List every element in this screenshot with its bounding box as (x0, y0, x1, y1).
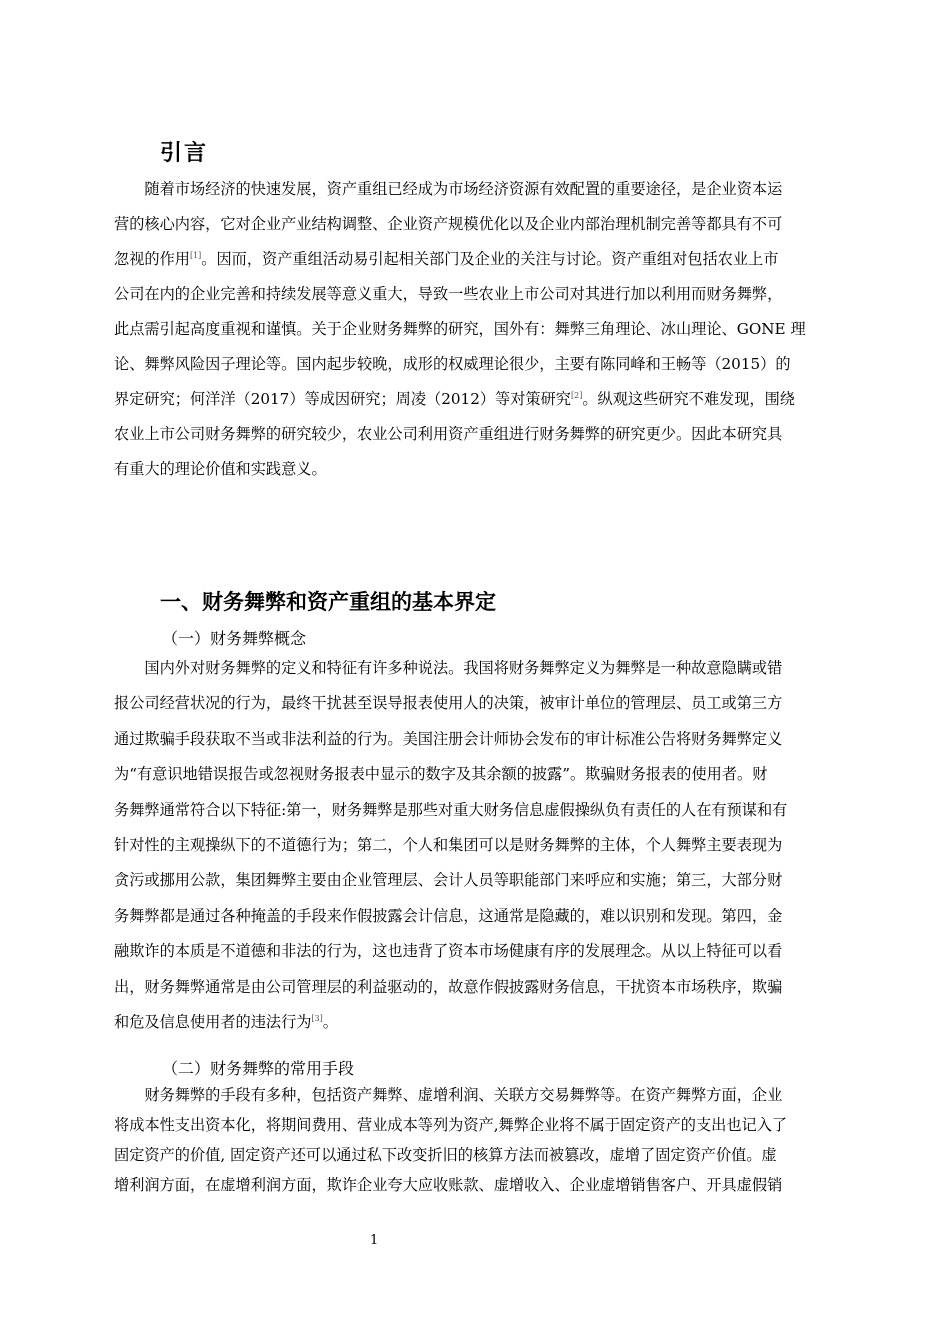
text-line: 固定资产的价值, 固定资产还可以通过私下改变折旧的核算方法而被篡改，虚增了固定资产价值。虚 (114, 1146, 777, 1164)
intro-heading: 引言 (160, 141, 209, 166)
subsection-2-heading: （二）财务舞弊的常用手段 (162, 1059, 355, 1078)
text-line: 和危及信息使用者的违法行为[3]。 (114, 1013, 338, 1032)
text-line: 报公司经营状况的行为，最终干扰甚至误导报表使用人的决策，被审计单位的管理层、员工或第三方 (114, 694, 783, 713)
text-line: 务舞弊都是通过各种掩盖的手段来作假披露会计信息，这通常是隐藏的，难以识别和发现。第四，金 (114, 906, 783, 925)
means-paragraph (114, 1080, 854, 1200)
citation-3: [3] (311, 1014, 323, 1024)
text-line: 界定研究；何洋洋（2017）等成因研究；周凌（2012）等对策研究[2]。纵观这些研究不难发现，围绕 (114, 390, 795, 408)
citation-1: [1] (189, 251, 202, 260)
text-line: 营的核心内容，它对企业产业结构调整、企业资产规模优化以及企业内部治理机制完善等都具有不可 (114, 215, 783, 233)
definition-paragraph (114, 651, 854, 1040)
text-line: 为“有意识地错误报告或忽视财务报表中显示的数字及其余额的披露”。欺骗财务报表的使用者。财 (114, 765, 768, 784)
text-line: 务舞弊通常符合以下特征:第一，财务舞弊是那些对重大财务信息虚假操纵负有责任的人在有预谋和有 (114, 800, 788, 819)
text-line: 公司在内的企业完善和持续发展等意义重大，导致一些农业上市公司对其进行加以利用而财务舞弊， (114, 285, 783, 303)
text-line: 有重大的理论价值和实践意义。 (114, 460, 327, 478)
text-line: 增利润方面，在虚增利润方面，欺诈企业夸大应收账款、虚增收入、企业虚增销售客户、开具虚假销 (114, 1176, 783, 1194)
text-line: 国内外对财务舞弊的定义和特征有许多种说法。我国将财务舞弊定义为舞弊是一种故意隐瞒或错 (144, 659, 783, 677)
text-line: 忽视的作用[1]。因而，资产重组活动易引起相关部门及企业的关注与讨论。资产重组对包括农业上市 (114, 250, 779, 268)
text-line: 论、舞弊风险因子理论等。国内起步较晚，成形的权威理论很少，主要有陈同峰和王畅等（2015）的 (114, 355, 791, 373)
intro-paragraph (114, 172, 854, 487)
section-1-heading: 一、财务舞弊和资产重组的基本界定 (160, 590, 496, 614)
text-line: 农业上市公司财务舞弊的研究较少，农业公司利用资产重组进行财务舞弊的研究更少。因此本研究具 (114, 425, 783, 443)
text-line: 财务舞弊的手段有多种，包括资产舞弊、虚增利润、关联方交易舞弊等。在资产舞弊方面，企业 (144, 1086, 783, 1104)
text-line: 将成本性支出资本化，将期间费用、营业成本等列为资产,舞弊企业将不属于固定资产的支出也记入了 (114, 1116, 788, 1134)
text-line: 出，财务舞弊通常是由公司管理层的利益驱动的，故意作假披露财务信息，干扰资本市场秩序，欺骗 (114, 977, 783, 996)
text-line: 贪污或挪用公款，集团舞弊主要由企业管理层、会计人员等职能部门来呼应和实施；第三，大部分财 (114, 871, 783, 890)
text-line: 此点需引起高度重视和谨慎。关于企业财务舞弊的研究，国外有：舞弊三角理论、冰山理论、GONE 理 (114, 320, 806, 338)
text-line: 随着市场经济的快速发展，资产重组已经成为市场经济资源有效配置的重要途径，是企业资本运 (144, 180, 783, 198)
citation-2: [2] (571, 391, 583, 400)
subsection-1-heading: （一）财务舞弊概念 (162, 629, 307, 648)
text-line: 通过欺骗手段获取不当或非法利益的行为。美国注册会计师协会发布的审计标准公告将财务舞弊定义 (114, 729, 783, 748)
text-line: 融欺诈的本质是不道德和非法的行为，这也违背了资本市场健康有序的发展理念。从以上特征可以看 (114, 942, 783, 961)
page-number: 1 (370, 1233, 379, 1248)
text-line: 针对性的主观操纵下的不道德行为；第二，个人和集团可以是财务舞弊的主体，个人舞弊主要表现为 (114, 836, 783, 855)
